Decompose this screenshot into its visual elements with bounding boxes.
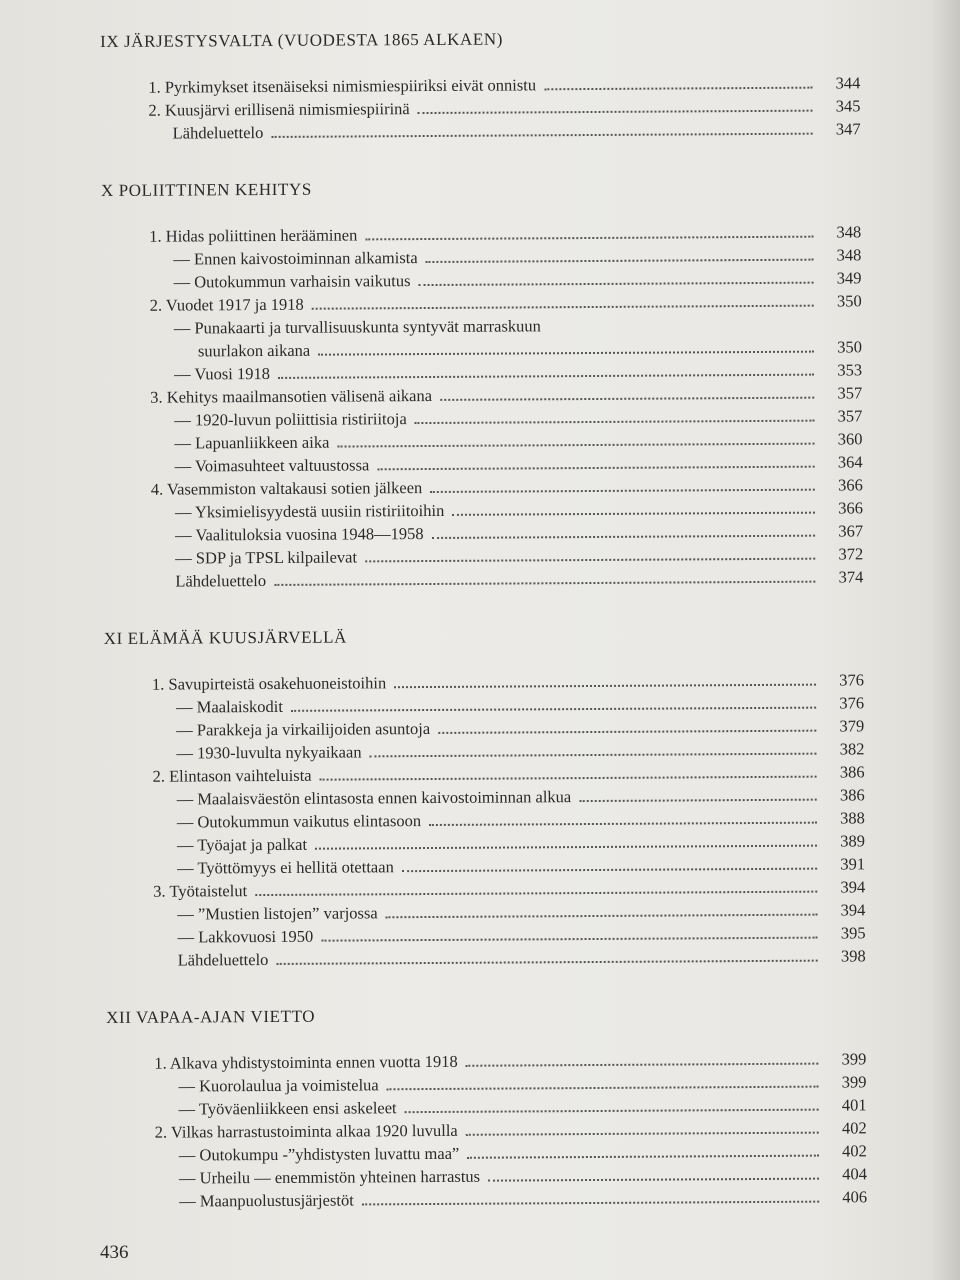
dot-leader	[365, 236, 813, 241]
dot-leader	[429, 822, 817, 826]
entry-label: suurlakon aikana	[197, 340, 311, 361]
entry-label: — Työttömyys ei hellitä otettaan	[177, 857, 394, 878]
entry-page-number: 394	[840, 877, 866, 897]
table-of-contents	[100, 25, 867, 1247]
entry-page-number: 391	[840, 854, 866, 874]
dot-leader	[466, 1063, 819, 1067]
entry-label: 1. Savupirteistä osakehuoneistoihin	[151, 673, 387, 694]
entry-label: — ”Mustien listojen” varjossa	[177, 903, 378, 924]
entry-label: — Parakkeja ja virkailijoiden asuntoja	[176, 718, 431, 740]
dot-leader	[549, 330, 814, 332]
entry-label: — Lakkovuosi 1950	[177, 926, 314, 947]
dot-leader	[544, 87, 812, 91]
dot-leader	[387, 1086, 819, 1091]
dot-leader	[278, 374, 814, 379]
entry-page-number: 364	[837, 452, 863, 472]
entry-label: 3. Kehitys maailmansotien välisenä aikana	[150, 385, 433, 407]
entry-page-number: 344	[835, 73, 861, 93]
entry-page-number: 374	[838, 567, 864, 587]
dot-leader	[488, 1178, 819, 1182]
dot-leader	[271, 133, 812, 138]
entry-label: — Lapuanliikkeen aika	[174, 432, 330, 453]
entry-label: — Työväenliikkeen ensi askeleet	[178, 1098, 397, 1119]
entry-label: Lähdeluettelo	[175, 570, 267, 591]
entry-label: — Maalaiskodit	[176, 696, 283, 717]
entry-page-number: 372	[838, 544, 864, 564]
chapter-title: XII VAPAA-AJAN VIETTO	[105, 1006, 316, 1027]
dot-leader	[466, 1132, 819, 1136]
entry-page-number: 386	[839, 785, 865, 805]
entry-label: — 1920-luvun poliittisia ristiriitoja	[174, 409, 407, 430]
chapter-section	[104, 622, 866, 972]
chapter-section	[106, 1001, 867, 1213]
entry-label: 1. Alkava yhdistystoiminta ennen vuotta 1918	[154, 1051, 458, 1073]
entry-page-number: 376	[839, 670, 865, 690]
entry-label: 1. Hidas poliittinen herääminen	[149, 225, 358, 246]
entry-page-number: 348	[836, 245, 862, 265]
dot-leader	[320, 776, 817, 781]
entry-label: — Punakaarti ja turvallisuuskunta syntyvät marraskuun	[173, 316, 541, 338]
source-list-entry	[101, 117, 861, 145]
dot-leader	[438, 730, 816, 734]
dot-leader	[430, 489, 815, 493]
dot-leader	[370, 753, 817, 758]
entry-label: — Yksimielisyydestä uusiin ristiriitoihin	[174, 500, 445, 522]
entry-label: 3. Työtaistelut	[153, 881, 248, 901]
entry-page-number: 366	[837, 475, 863, 495]
page-edge-shadow	[930, 0, 960, 1280]
dot-leader	[291, 707, 816, 712]
entry-page-number: 379	[839, 716, 865, 736]
entry-page-number: 348	[836, 222, 862, 242]
entry-page-number: 360	[837, 429, 863, 449]
dot-leader	[312, 305, 814, 310]
chapter-title: X POLIITTINEN KEHITYS	[100, 179, 312, 200]
dot-leader	[255, 891, 817, 896]
dot-leader	[274, 581, 815, 586]
entry-page-number: 389	[840, 831, 866, 851]
dot-leader	[377, 466, 814, 471]
entry-page-number: 367	[838, 521, 864, 541]
entry-label: 2. Vilkas harrastustoiminta alkaa 1920 luvulla	[154, 1120, 458, 1142]
entry-label: — Työajat ja palkat	[176, 834, 308, 855]
entry-label: — Outokumpu -”yhdistysten luvattu maa”	[178, 1143, 460, 1165]
entry-page-number: 347	[835, 119, 861, 139]
dot-leader	[467, 1155, 819, 1159]
entry-page-number: 404	[842, 1164, 868, 1184]
dot-leader	[321, 937, 817, 942]
entry-label: — Outokummun varhaisin vaikutus	[173, 271, 411, 292]
entry-page-number: 357	[837, 406, 863, 426]
entry-page-number: 402	[842, 1141, 867, 1161]
dot-leader	[432, 535, 815, 539]
entry-page-number: 398	[840, 946, 866, 966]
entry-page-number: 382	[839, 739, 865, 759]
entry-page-number: 353	[837, 360, 863, 380]
entry-page-number: 366	[838, 498, 863, 518]
page-number: 436	[100, 1242, 129, 1263]
entry-page-number: 376	[839, 693, 865, 713]
dot-leader	[415, 420, 815, 424]
dot-leader	[440, 397, 814, 401]
source-list-entry	[106, 944, 866, 972]
dot-leader	[402, 868, 817, 873]
entry-page-number: 349	[836, 268, 862, 288]
entry-label: — Maanpuolustusjärjestöt	[179, 1190, 354, 1211]
entry-page-number: 388	[840, 808, 865, 828]
toc-entry	[107, 1185, 867, 1213]
dot-leader	[386, 914, 818, 919]
chapter-section	[100, 25, 861, 145]
chapter-title: IX JÄRJESTYSVALTA (VUODESTA 1865 ALKAEN)	[100, 29, 503, 51]
entry-page-number: 394	[840, 900, 866, 920]
entry-label: — Ennen kaivostoiminnan alkamista	[173, 248, 418, 269]
entry-page-number: 406	[842, 1187, 868, 1207]
dot-leader	[276, 960, 817, 965]
entry-label: — SDP ja TPSL kilpailevat	[175, 547, 358, 568]
entry-label: — 1930-luvulta nykyaikaan	[176, 742, 362, 763]
entry-label: 1. Pyrkimykset itsenäiseksi nimismiespiiriksi eivät onnistu	[148, 75, 537, 97]
dot-leader	[394, 684, 816, 689]
dot-leader	[418, 110, 813, 114]
dot-leader	[337, 443, 814, 448]
source-list-entry	[103, 565, 863, 593]
entry-label: 2. Kuusjärvi erillisenä nimismiespiirinä	[148, 99, 410, 120]
dot-leader	[362, 1201, 819, 1206]
entry-label: — Vuosi 1918	[174, 363, 271, 384]
dot-leader	[405, 1109, 819, 1114]
dot-leader	[365, 558, 815, 563]
entry-label: 4. Vasemmiston valtakausi sotien jälkeen	[150, 478, 423, 499]
entry-page-number: 399	[841, 1072, 867, 1092]
dot-leader	[318, 351, 814, 356]
entry-label: — Vaalituloksia vuosina 1948—1958	[175, 524, 424, 545]
entry-label: 2. Elintason vaihteluista	[152, 765, 312, 786]
entry-label: — Kuorolaulua ja voimistelua	[178, 1075, 379, 1096]
dot-leader	[315, 845, 817, 850]
dot-leader	[419, 282, 814, 286]
entry-label: — Urheilu — enemmistön yhteinen harrastus	[178, 1166, 481, 1188]
entry-label: — Voimasuhteet valtuustossa	[174, 455, 370, 476]
entry-page-number: 399	[841, 1049, 867, 1069]
entry-label: — Outokummun vaikutus elintasoon	[176, 811, 422, 832]
entry-label: Lähdeluettelo	[177, 949, 269, 970]
entry-label: — Maalaisväestön elintasosta ennen kaivostoiminnan alkua	[176, 787, 572, 809]
entry-page-number: 350	[837, 337, 863, 357]
dot-leader	[452, 512, 815, 516]
dot-leader	[579, 799, 816, 802]
dot-leader	[426, 259, 814, 263]
entry-page-number: 395	[840, 923, 866, 943]
chapter-section	[101, 174, 864, 593]
entry-page-number: 350	[836, 291, 862, 311]
entry-label: Lähdeluettelo	[172, 123, 264, 143]
entry-label: 2. Vuodet 1917 ja 1918	[149, 294, 304, 315]
chapter-title: XI ELÄMÄÄ KUUSJÄRVELLÄ	[103, 627, 347, 648]
entry-page-number: 345	[835, 96, 861, 116]
entry-page-number: 401	[841, 1095, 867, 1115]
entry-page-number: 357	[837, 383, 863, 403]
entry-page-number: 386	[839, 762, 865, 782]
entry-page-number: 402	[841, 1118, 867, 1138]
